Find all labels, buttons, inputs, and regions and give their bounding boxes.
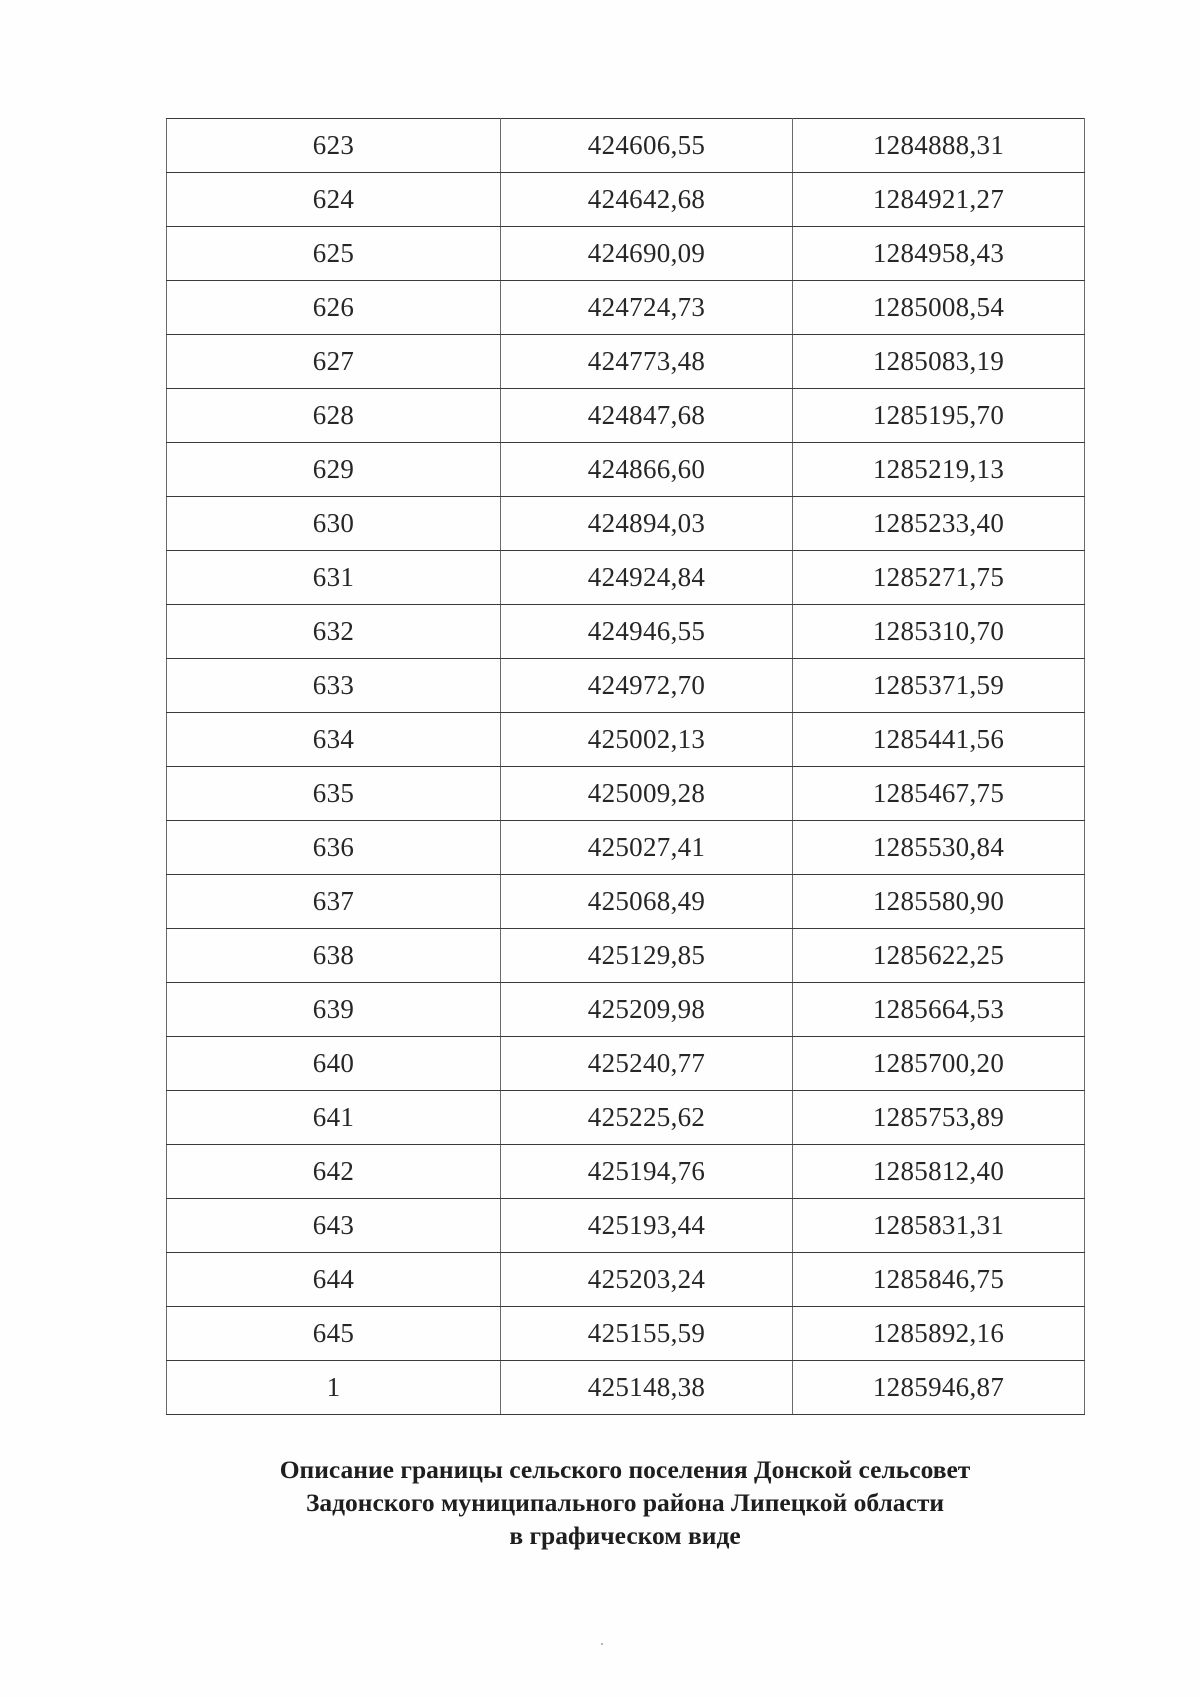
caption-line-1: Описание границы сельского поселения Донской сельсовет bbox=[279, 1455, 971, 1484]
x-coordinate-cell: 424773,48 bbox=[501, 335, 793, 389]
x-coordinate-cell: 425129,85 bbox=[501, 929, 793, 983]
x-coordinate-cell: 425002,13 bbox=[501, 713, 793, 767]
x-coordinate-cell: 424924,84 bbox=[501, 551, 793, 605]
y-coordinate-cell: 1285700,20 bbox=[793, 1037, 1085, 1091]
scan-speck bbox=[601, 1643, 603, 1645]
point-number-cell: 632 bbox=[167, 605, 501, 659]
y-coordinate-cell: 1284888,31 bbox=[793, 119, 1085, 173]
table-row bbox=[167, 119, 1085, 173]
y-coordinate-cell: 1285664,53 bbox=[793, 983, 1085, 1037]
point-number-cell: 1 bbox=[167, 1361, 501, 1415]
x-coordinate-cell: 425009,28 bbox=[501, 767, 793, 821]
table-row bbox=[167, 1361, 1085, 1415]
table-row bbox=[167, 389, 1085, 443]
y-coordinate-cell: 1285271,75 bbox=[793, 551, 1085, 605]
caption-line-3: в графическом виде bbox=[509, 1521, 741, 1550]
section-caption bbox=[166, 1453, 1084, 1552]
y-coordinate-cell: 1285812,40 bbox=[793, 1145, 1085, 1199]
x-coordinate-cell: 425225,62 bbox=[501, 1091, 793, 1145]
y-coordinate-cell: 1285622,25 bbox=[793, 929, 1085, 983]
point-number-cell: 634 bbox=[167, 713, 501, 767]
y-coordinate-cell: 1285946,87 bbox=[793, 1361, 1085, 1415]
x-coordinate-cell: 425240,77 bbox=[501, 1037, 793, 1091]
x-coordinate-cell: 424690,09 bbox=[501, 227, 793, 281]
point-number-cell: 630 bbox=[167, 497, 501, 551]
coordinates-table bbox=[166, 118, 1085, 1415]
table-row bbox=[167, 173, 1085, 227]
point-number-cell: 628 bbox=[167, 389, 501, 443]
x-coordinate-cell: 425194,76 bbox=[501, 1145, 793, 1199]
table-row bbox=[167, 875, 1085, 929]
table-row bbox=[167, 929, 1085, 983]
table-row bbox=[167, 1091, 1085, 1145]
y-coordinate-cell: 1285083,19 bbox=[793, 335, 1085, 389]
x-coordinate-cell: 425193,44 bbox=[501, 1199, 793, 1253]
y-coordinate-cell: 1285892,16 bbox=[793, 1307, 1085, 1361]
y-coordinate-cell: 1285219,13 bbox=[793, 443, 1085, 497]
y-coordinate-cell: 1285753,89 bbox=[793, 1091, 1085, 1145]
x-coordinate-cell: 424606,55 bbox=[501, 119, 793, 173]
point-number-cell: 625 bbox=[167, 227, 501, 281]
point-number-cell: 631 bbox=[167, 551, 501, 605]
x-coordinate-cell: 425148,38 bbox=[501, 1361, 793, 1415]
table-row bbox=[167, 605, 1085, 659]
y-coordinate-cell: 1284921,27 bbox=[793, 173, 1085, 227]
y-coordinate-cell: 1285371,59 bbox=[793, 659, 1085, 713]
table-row bbox=[167, 983, 1085, 1037]
point-number-cell: 642 bbox=[167, 1145, 501, 1199]
x-coordinate-cell: 424972,70 bbox=[501, 659, 793, 713]
y-coordinate-cell: 1285831,31 bbox=[793, 1199, 1085, 1253]
x-coordinate-cell: 425068,49 bbox=[501, 875, 793, 929]
x-coordinate-cell: 424642,68 bbox=[501, 173, 793, 227]
y-coordinate-cell: 1284958,43 bbox=[793, 227, 1085, 281]
y-coordinate-cell: 1285467,75 bbox=[793, 767, 1085, 821]
x-coordinate-cell: 425155,59 bbox=[501, 1307, 793, 1361]
y-coordinate-cell: 1285441,56 bbox=[793, 713, 1085, 767]
table-row bbox=[167, 1037, 1085, 1091]
point-number-cell: 638 bbox=[167, 929, 501, 983]
point-number-cell: 626 bbox=[167, 281, 501, 335]
x-coordinate-cell: 425027,41 bbox=[501, 821, 793, 875]
y-coordinate-cell: 1285008,54 bbox=[793, 281, 1085, 335]
point-number-cell: 627 bbox=[167, 335, 501, 389]
y-coordinate-cell: 1285530,84 bbox=[793, 821, 1085, 875]
point-number-cell: 637 bbox=[167, 875, 501, 929]
table-row bbox=[167, 281, 1085, 335]
y-coordinate-cell: 1285580,90 bbox=[793, 875, 1085, 929]
x-coordinate-cell: 424894,03 bbox=[501, 497, 793, 551]
y-coordinate-cell: 1285195,70 bbox=[793, 389, 1085, 443]
point-number-cell: 643 bbox=[167, 1199, 501, 1253]
point-number-cell: 629 bbox=[167, 443, 501, 497]
table-row bbox=[167, 497, 1085, 551]
table-row bbox=[167, 1253, 1085, 1307]
y-coordinate-cell: 1285233,40 bbox=[793, 497, 1085, 551]
table-row bbox=[167, 227, 1085, 281]
x-coordinate-cell: 425209,98 bbox=[501, 983, 793, 1037]
point-number-cell: 644 bbox=[167, 1253, 501, 1307]
x-coordinate-cell: 424724,73 bbox=[501, 281, 793, 335]
table-row bbox=[167, 713, 1085, 767]
point-number-cell: 640 bbox=[167, 1037, 501, 1091]
coordinates-table-body bbox=[167, 119, 1085, 1415]
point-number-cell: 633 bbox=[167, 659, 501, 713]
table-row bbox=[167, 443, 1085, 497]
point-number-cell: 636 bbox=[167, 821, 501, 875]
point-number-cell: 641 bbox=[167, 1091, 501, 1145]
point-number-cell: 635 bbox=[167, 767, 501, 821]
x-coordinate-cell: 424946,55 bbox=[501, 605, 793, 659]
table-row bbox=[167, 1307, 1085, 1361]
point-number-cell: 623 bbox=[167, 119, 501, 173]
y-coordinate-cell: 1285846,75 bbox=[793, 1253, 1085, 1307]
table-row bbox=[167, 335, 1085, 389]
caption-line-2: Задонского муниципального района Липецкой области bbox=[305, 1488, 945, 1517]
x-coordinate-cell: 424847,68 bbox=[501, 389, 793, 443]
table-row bbox=[167, 659, 1085, 713]
point-number-cell: 645 bbox=[167, 1307, 501, 1361]
table-row bbox=[167, 1199, 1085, 1253]
x-coordinate-cell: 424866,60 bbox=[501, 443, 793, 497]
y-coordinate-cell: 1285310,70 bbox=[793, 605, 1085, 659]
table-row bbox=[167, 767, 1085, 821]
point-number-cell: 639 bbox=[167, 983, 501, 1037]
table-row bbox=[167, 1145, 1085, 1199]
table-row bbox=[167, 821, 1085, 875]
x-coordinate-cell: 425203,24 bbox=[501, 1253, 793, 1307]
table-row bbox=[167, 551, 1085, 605]
point-number-cell: 624 bbox=[167, 173, 501, 227]
